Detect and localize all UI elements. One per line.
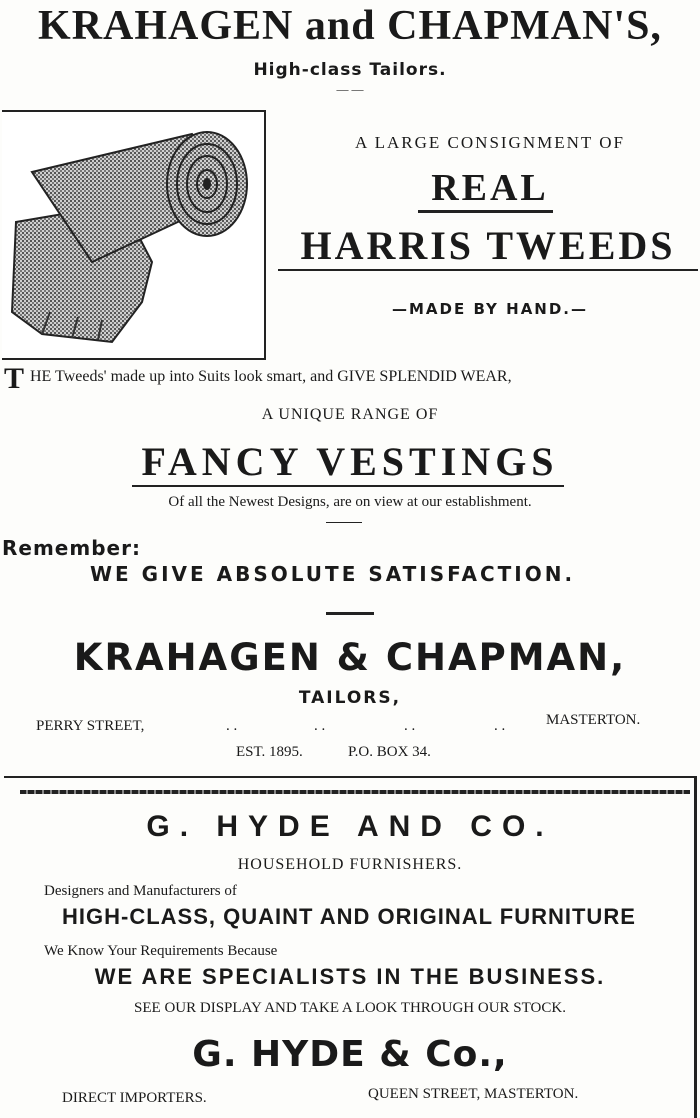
ad1-perry: PERRY STREET, (36, 718, 145, 734)
ad1-fancy: FANCY VESTINGS (141, 439, 559, 484)
ad2-specialists: WE ARE SPECIALISTS IN THE BUSINESS. (94, 964, 606, 989)
ad1-dots-2: . . (314, 718, 326, 734)
ad1-pobox: P.O. BOX 34. (348, 744, 431, 760)
ad2-queen: QUEEN STREET, MASTERTON. (368, 1086, 579, 1102)
ad1-newest: Of all the Newest Designs, are on view at our establishment. (168, 494, 532, 510)
ad1-initial: T (4, 362, 25, 395)
ad1-dots-4: . . (494, 718, 506, 734)
ad1-tweeds-line: HE Tweeds' made up into Suits look smart, and GIVE SPLENDID WEAR, (30, 368, 512, 385)
tweed-roll-illustration (2, 110, 266, 360)
ad1-short-rule-1 (326, 522, 362, 523)
ad1-est: EST. 1895. (236, 744, 303, 760)
ad1-harris-underline (278, 269, 698, 271)
ad1-harris: HARRIS TWEEDS (300, 223, 676, 268)
ad2-name: G. HYDE AND CO. (146, 810, 554, 843)
ad1-title: KRAHAGEN and CHAPMAN'S, (38, 3, 662, 49)
ad1-dash: — — (336, 82, 364, 96)
ad2-household: HOUSEHOLD FURNISHERS. (237, 856, 463, 873)
ad2-importers: DIRECT IMPORTERS. (62, 1090, 207, 1106)
ad1-made-by-hand: —MADE BY HAND.— (391, 300, 589, 318)
ad1-tailors: TAILORS, (298, 688, 402, 708)
ad1-real: REAL (431, 167, 549, 209)
ad1-real-underline (418, 210, 553, 213)
ad2-know: We Know Your Requirements Because (44, 943, 278, 959)
ad1-dots-3: . . (404, 718, 416, 734)
ad2-display: SEE OUR DISPLAY AND TAKE A LOOK THROUGH OUR STOCK. (134, 1000, 566, 1016)
ad1-unique: A UNIQUE RANGE OF (261, 406, 439, 423)
ad1-consignment: A LARGE CONSIGNMENT OF (355, 133, 625, 152)
ad1-satisfaction: WE GIVE ABSOLUTE SATISFACTION. (90, 562, 576, 586)
ad1-remember: Remember: (2, 536, 141, 560)
ad1-fancy-underline (132, 485, 564, 487)
ad1-masterton: MASTERTON. (546, 712, 641, 728)
ad2-designers: Designers and Manufacturers of (44, 883, 237, 899)
tweed-roll-icon (2, 112, 264, 358)
ad1-firm: KRAHAGEN & CHAPMAN, (73, 636, 627, 679)
ad1-dots-1: . . (226, 718, 238, 734)
ad2-top-rule (20, 790, 690, 794)
ad1-subtitle: High-class Tailors. (253, 60, 447, 80)
ad2-firm: G. HYDE & Co., (192, 1034, 508, 1075)
ad1-short-rule-2 (326, 612, 374, 615)
ad2-furniture: HIGH-CLASS, QUAINT AND ORIGINAL FURNITURE (62, 904, 636, 929)
